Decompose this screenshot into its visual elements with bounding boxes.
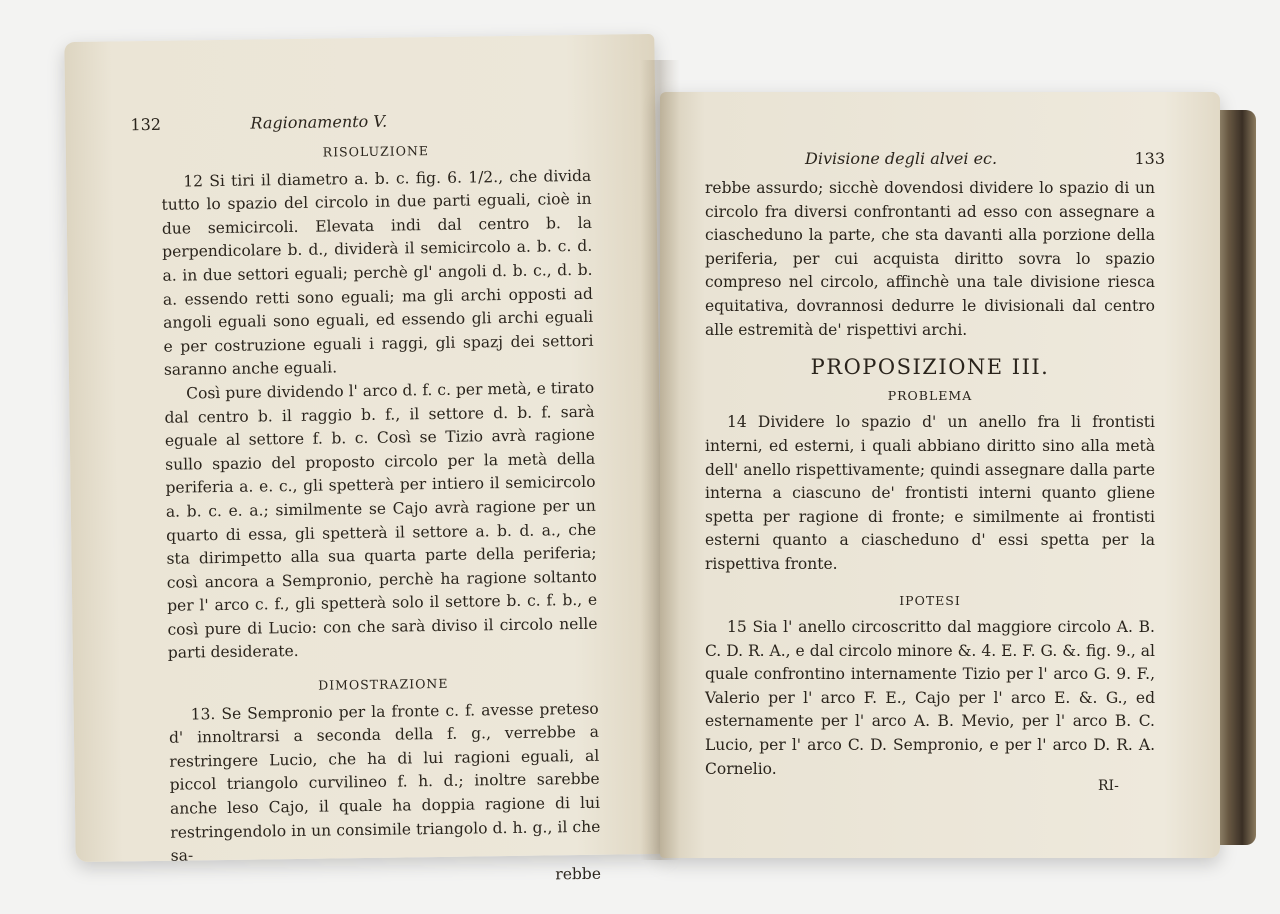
left-page-header [130, 107, 590, 143]
proposition-heading: PROPOSIZIONE III. [810, 355, 1050, 380]
paragraph-14: 14 Dividere lo spazio d' un anello fra li frontisti interni, ed esterni, i quali abbiano diritto sino alla metà dell' anello rispettivamente; quindi assegnare dalla parte interna a ciascuno de' frontisti interni quanto gliene spetta per ragione di fronte; e similmente ai frontisti esterni quanto a ciascheduno d' essi spetta per la rispettiva fronte. [705, 413, 1155, 573]
paragraph-15: 15 Sia l' anello circoscritto dal maggiore circolo A. B. C. D. R. A., e dal circolo minore &. 4. E. F. G. &. fig. 9., al quale confrontino internamente Tizio per l' arco G. 9. F., Valerio per l' arco F. E., Cajo per l' arco E. &. G., ed esternamente per l' arco A. B. Mevio, per l' arco B. C. Lucio, per l' arco C. D. Sempronio, e per l' arco D. R. A. Cornelio. [705, 618, 1155, 778]
paragraph-12: 12 Si tiri il diametro a. b. c. fig. 6. 1/2., che divida tutto lo spazio del circolo in due parti eguali, cioè in due semicircoli. Elevata indi dal centro b. la perpendicolare b. d., dividerà il semicircolo a. b. c. d. a. in due settori eguali; perchè gl' angoli d. b. c., d. b. a. essendo retti sono eguali; ma gli archi opposti ad angoli eguali sono eguali, ed essendo gli archi eguali e per costruzione eguali i raggi, gli spazj dei settori saranno anche eguali. [161, 166, 594, 380]
section-heading-risoluzione: RISOLUZIONE [322, 143, 430, 160]
right-page-text [705, 147, 1165, 794]
left-page [64, 34, 665, 884]
right-page-header [705, 147, 1165, 177]
section-heading-problema: PROBLEMA [887, 387, 973, 403]
paragraph-cosi: Così pure dividendo l' arco d. f. c. per metà, e tirato dal centro b. il raggio b. f., il settore d. b. f. sarà eguale al settore f. b. c. Così se Tizio avrà ragione sullo spazio del proposto circolo per la metà della periferia a. e. c., gli spetterà per intiero il semicircolo a. b. c. e. a.; similmente se Cajo avrà ragione per un quarto di essa, gli spetterà il settore a. b. d. a., che sta dirimpetto alla sua quarta parte della periferia; così ancora a Sempronio, perchè ha ragione soltanto per l' arco c. f., gli spetterà solo il settore b. c. f. b., e così pure di Lucio: con che sarà diviso il circolo nelle parti desiderate. [164, 378, 598, 663]
page-number: 132 [130, 114, 162, 135]
section-heading-dimostrazione: DIMOSTRAZIONE [318, 675, 449, 693]
right-page [660, 92, 1220, 858]
left-page-text [130, 107, 602, 892]
running-title: Ragionamento V. [250, 111, 388, 133]
section-heading-ipotesi: IPOTESI [899, 592, 961, 608]
catchword: RI- [1098, 778, 1119, 794]
catchword: rebbe [555, 864, 602, 884]
paragraph-13: 13. Se Sempronio per la fronte c. f. avesse preteso d' innoltrarsi a seconda della f. g., verrebbe a restringere Lucio, che ha di lui ragioni eguali, al piccol triangolo curvilineo f. h. d.; inoltre sarebbe anche leso Cajo, il quale ha doppia ragione di lui restringendolo in un consimile triangolo d. h. g., il che sa- [168, 699, 601, 865]
page-number: 133 [1134, 149, 1165, 168]
paragraph-continuation: rebbe assurdo; sicchè dovendosi dividere lo spazio di un circolo fra diversi confrontanti ad esso con assegnare a ciascheduno la parte, che sta davanti alla porzione della periferia, per cui acquista diritto sovra lo spazio compreso nel circolo, affinchè una tale divisione riesca equitativa, dovrannosi dedurre le divisionali dal centro alle estremità de' rispettivi archi. [705, 179, 1155, 339]
book-gutter [640, 60, 680, 860]
running-title: Divisione degli alvei ec. [805, 149, 998, 168]
